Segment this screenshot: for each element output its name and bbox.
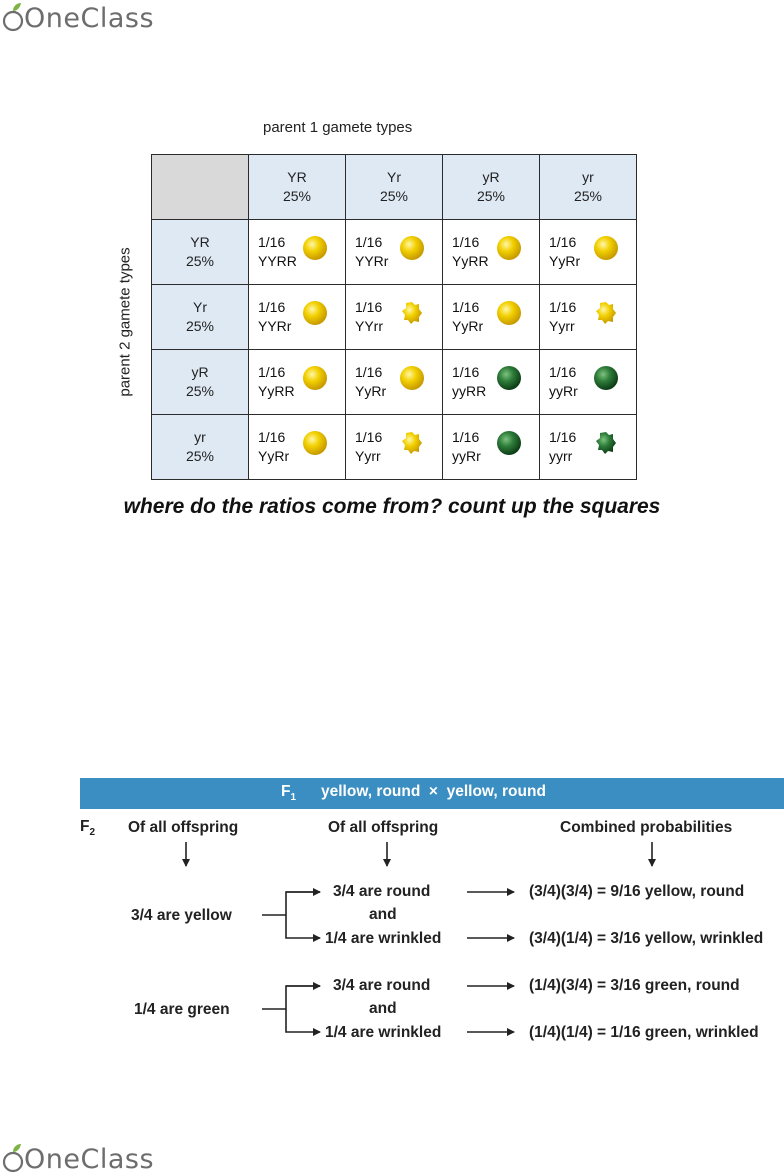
cell-genotype: yyrr bbox=[549, 448, 573, 464]
cell-genotype: YYRr bbox=[258, 318, 292, 334]
result-yellow-round: (3/4)(3/4) = 9/16 yellow, round bbox=[529, 883, 745, 900]
cell-genotype: YYRR bbox=[258, 253, 297, 269]
cell-genotype: YyRr bbox=[452, 318, 484, 334]
cell-fraction: 1/16 bbox=[549, 234, 577, 250]
branch-wrinkled-green: 1/4 are wrinkled bbox=[325, 1024, 442, 1041]
row-allele: YR bbox=[190, 234, 210, 250]
column-percent: 25% bbox=[573, 188, 603, 204]
cell-fraction: 1/16 bbox=[355, 234, 383, 250]
cell-fraction: 1/16 bbox=[258, 364, 286, 380]
cell-genotype: YyRr bbox=[355, 383, 387, 399]
row-percent: 25% bbox=[185, 253, 215, 269]
row-allele: yr bbox=[194, 429, 206, 445]
result-yellow-wrinkled: (3/4)(1/4) = 3/16 yellow, wrinkled bbox=[529, 930, 764, 947]
row-allele: yR bbox=[191, 364, 209, 380]
column-caption: parent 1 gamete types bbox=[263, 119, 413, 136]
column-percent: 25% bbox=[282, 188, 312, 204]
generation-letter: F bbox=[80, 818, 90, 835]
cell-fraction: 1/16 bbox=[355, 299, 383, 315]
branch-round-green: 3/4 are round bbox=[333, 977, 431, 994]
header-of-all-offspring-1: Of all offspring bbox=[128, 819, 239, 836]
row-allele: Yr bbox=[193, 299, 207, 315]
group-label-yellow: 3/4 are yellow bbox=[131, 907, 232, 924]
column-allele: Yr bbox=[387, 169, 401, 185]
cell-fraction: 1/16 bbox=[355, 364, 383, 380]
oneclass-logo-bottom bbox=[2, 1143, 154, 1173]
cell-genotype: YyRR bbox=[452, 253, 489, 269]
generation-subscript: 1 bbox=[290, 792, 297, 804]
question-text: where do the ratios come from? count up the squares bbox=[123, 495, 661, 518]
header-combined-probabilities: Combined probabilities bbox=[560, 819, 733, 836]
column-allele: YR bbox=[287, 169, 307, 185]
row-percent: 25% bbox=[185, 318, 215, 334]
row-percent: 25% bbox=[185, 383, 215, 399]
cell-genotype: YYRr bbox=[355, 253, 389, 269]
cell-genotype: YyRR bbox=[258, 383, 295, 399]
cell-fraction: 1/16 bbox=[452, 299, 480, 315]
cell-fraction: 1/16 bbox=[549, 429, 577, 445]
cell-genotype: yyRR bbox=[452, 383, 487, 399]
cell-genotype: yyRr bbox=[452, 448, 481, 464]
logo-wordmark: OneClass bbox=[24, 1144, 155, 1175]
generation-subscript: 2 bbox=[89, 827, 96, 839]
connector-and: and bbox=[369, 906, 397, 923]
branch-round-yellow: 3/4 are round bbox=[333, 883, 431, 900]
cell-fraction: 1/16 bbox=[258, 429, 286, 445]
cell-genotype: YyRr bbox=[549, 253, 581, 269]
column-allele: yR bbox=[482, 169, 500, 185]
column-percent: 25% bbox=[379, 188, 409, 204]
row-caption: parent 2 gamete types bbox=[116, 247, 134, 397]
row-percent: 25% bbox=[185, 448, 215, 464]
cell-fraction: 1/16 bbox=[258, 234, 286, 250]
cell-fraction: 1/16 bbox=[549, 299, 577, 315]
group-label-green: 1/4 are green bbox=[134, 1001, 230, 1018]
cell-fraction: 1/16 bbox=[355, 429, 383, 445]
branch-wrinkled-yellow: 1/4 are wrinkled bbox=[325, 930, 442, 947]
cell-genotype: Yyrr bbox=[549, 318, 575, 334]
branch-bracket-green bbox=[286, 986, 320, 1032]
cell-fraction: 1/16 bbox=[258, 299, 286, 315]
logo-wordmark: OneClass bbox=[24, 3, 155, 34]
result-green-wrinkled: (1/4)(1/4) = 1/16 green, wrinkled bbox=[529, 1024, 759, 1041]
generation-letter: F bbox=[281, 783, 291, 800]
cell-genotype: yyRr bbox=[549, 383, 578, 399]
cell-fraction: 1/16 bbox=[452, 364, 480, 380]
cross-text: yellow, round × yellow, round bbox=[321, 783, 546, 800]
cell-genotype: YYrr bbox=[355, 318, 383, 334]
branch-bracket-yellow bbox=[286, 892, 320, 938]
cell-genotype: Yyrr bbox=[355, 448, 381, 464]
cell-genotype: YyRr bbox=[258, 448, 290, 464]
cell-fraction: 1/16 bbox=[452, 234, 480, 250]
column-allele: yr bbox=[582, 169, 594, 185]
column-percent: 25% bbox=[476, 188, 506, 204]
result-green-round: (1/4)(3/4) = 3/16 green, round bbox=[529, 977, 740, 994]
leaf-o-icon bbox=[2, 1143, 24, 1173]
cell-fraction: 1/16 bbox=[549, 364, 577, 380]
header-of-all-offspring-2: Of all offspring bbox=[328, 819, 439, 836]
cell-fraction: 1/16 bbox=[452, 429, 480, 445]
connector-and: and bbox=[369, 1000, 397, 1017]
